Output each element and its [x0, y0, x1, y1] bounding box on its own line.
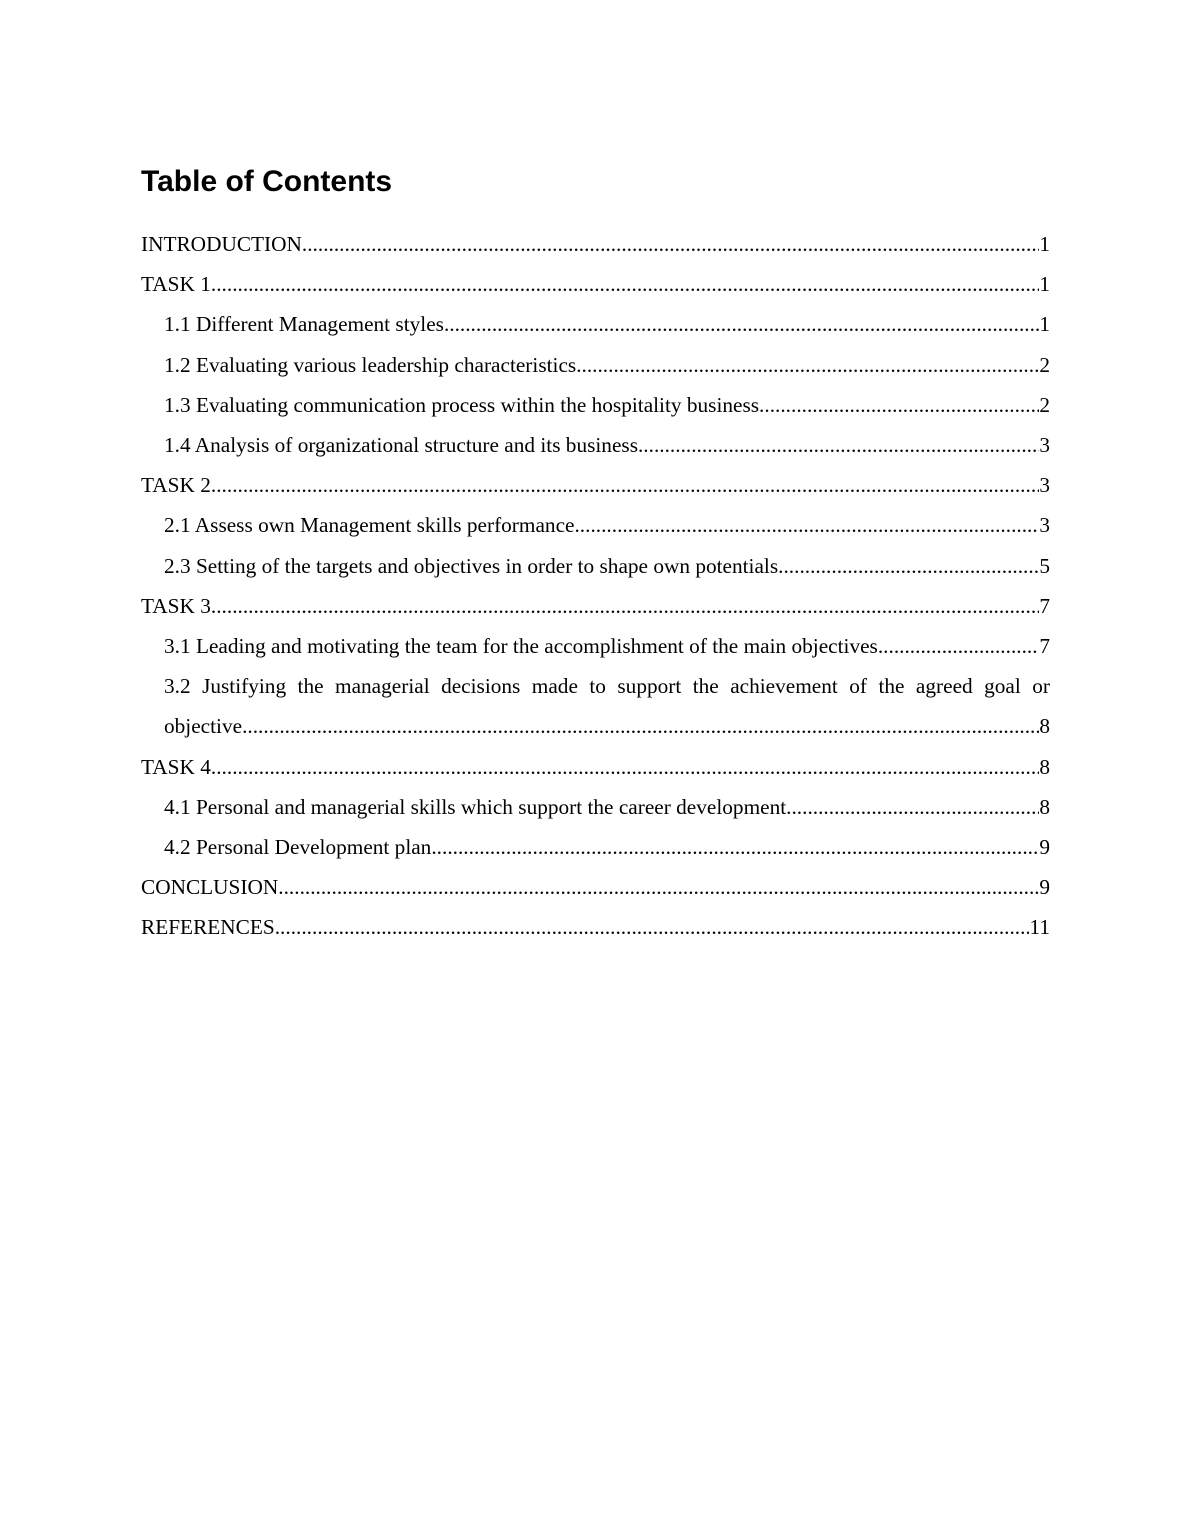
toc-entry-3-2[interactable]: [141, 666, 1050, 746]
toc-entry-1-1[interactable]: [141, 304, 1050, 344]
toc-dot-leader: [759, 385, 1039, 425]
toc-entry-2-3[interactable]: [141, 546, 1050, 586]
toc-entry-references[interactable]: [141, 907, 1050, 947]
toc-entry-page: 1: [1039, 312, 1050, 337]
toc-entry-label: TASK 1: [141, 272, 211, 297]
toc-entry-page: 7: [1039, 634, 1050, 659]
toc-dot-leader: [778, 546, 1039, 586]
toc-entry-label-line-2: objective: [164, 714, 243, 739]
toc-entry-page: 2: [1039, 352, 1050, 377]
toc-entry-label: 1.1 Different Management styles: [164, 312, 444, 337]
toc-entry-page: 3: [1039, 433, 1050, 458]
toc-entry-task-4[interactable]: [141, 747, 1050, 787]
toc-dot-leader: [638, 425, 1039, 465]
toc-entry-page: 9: [1039, 835, 1050, 860]
toc-entry-page: 3: [1039, 473, 1050, 498]
toc-entry-label: 1.3 Evaluating communication process within the hospitality business: [164, 392, 760, 417]
toc-entry-page: 5: [1039, 553, 1050, 578]
toc-entry-4-1[interactable]: [141, 787, 1050, 827]
toc-entry-page: 8: [1039, 754, 1050, 779]
toc-entry-task-3[interactable]: [141, 586, 1050, 626]
toc-dot-leader: [878, 626, 1040, 666]
toc-dot-leader: [444, 304, 1039, 344]
toc-entry-label-line-1: 3.2 Justifying the managerial decisions made to support the achievement of the agreed goal or: [164, 674, 1050, 699]
toc-dot-leader: [242, 706, 1039, 746]
toc-entry-1-4[interactable]: [141, 425, 1050, 465]
toc-title: Table of Contents: [141, 165, 393, 198]
toc-entry-label: 1.2 Evaluating various leadership characteristics: [164, 352, 577, 377]
toc-dot-leader: [211, 465, 1039, 505]
toc-entry-label: INTRODUCTION: [141, 232, 302, 256]
toc-entry-page: 11: [1029, 915, 1050, 940]
toc-entry-label: TASK 3: [141, 593, 211, 618]
toc-entry-page: 1: [1039, 232, 1050, 256]
toc-entry-page: 2: [1039, 392, 1050, 417]
toc-entry-1-3[interactable]: [141, 385, 1050, 425]
toc-entry-task-2[interactable]: [141, 465, 1050, 505]
toc-entry-label-line-2-row: [164, 706, 1050, 746]
toc-entry-label: 3.1 Leading and motivating the team for the accomplishment of the main objectives: [164, 634, 878, 659]
toc-entry-label: 2.3 Setting of the targets and objectives in order to shape own potentials: [164, 553, 779, 578]
toc-entry-label: 2.1 Assess own Management skills performance: [164, 513, 575, 538]
toc-dot-leader: [211, 586, 1039, 626]
toc-entry-label: TASK 2: [141, 473, 211, 498]
toc-entry-label: 4.1 Personal and managerial skills which support the career development: [164, 794, 787, 819]
toc-entry-conclusion[interactable]: [141, 867, 1050, 907]
toc-entry-2-1[interactable]: [141, 505, 1050, 545]
toc-entry-label: 4.2 Personal Development plan: [164, 835, 432, 860]
toc-dot-leader: [302, 224, 1039, 264]
toc-entry-page: 8: [1039, 714, 1050, 739]
toc-dot-leader: [211, 747, 1039, 787]
toc-dot-leader: [786, 787, 1039, 827]
toc-entry-introduction[interactable]: [141, 224, 1050, 264]
toc-entry-page: 7: [1039, 593, 1050, 618]
toc-entry-3-1[interactable]: [141, 626, 1050, 666]
toc-entry-1-2[interactable]: [141, 345, 1050, 385]
toc-dot-leader: [431, 827, 1039, 867]
toc-dot-leader: [211, 264, 1039, 304]
toc-entry-page: 1: [1039, 272, 1050, 297]
toc-entry-page: 9: [1039, 875, 1050, 900]
toc-entry-4-2[interactable]: [141, 827, 1050, 867]
toc-entry-label: 1.4 Analysis of organizational structure and its business: [164, 433, 638, 458]
toc-entry-task-1[interactable]: [141, 264, 1050, 304]
toc-entry-page: 3: [1039, 513, 1050, 538]
table-of-contents: [141, 224, 1050, 948]
toc-dot-leader: [275, 907, 1030, 947]
toc-dot-leader: [574, 505, 1039, 545]
document-page: [141, 160, 1050, 948]
toc-entry-label: TASK 4: [141, 754, 211, 779]
toc-entry-label: CONCLUSION: [141, 875, 279, 900]
toc-dot-leader: [278, 867, 1039, 907]
toc-entry-label: REFERENCES: [141, 915, 275, 940]
toc-entry-page: 8: [1039, 794, 1050, 819]
toc-dot-leader: [576, 345, 1039, 385]
